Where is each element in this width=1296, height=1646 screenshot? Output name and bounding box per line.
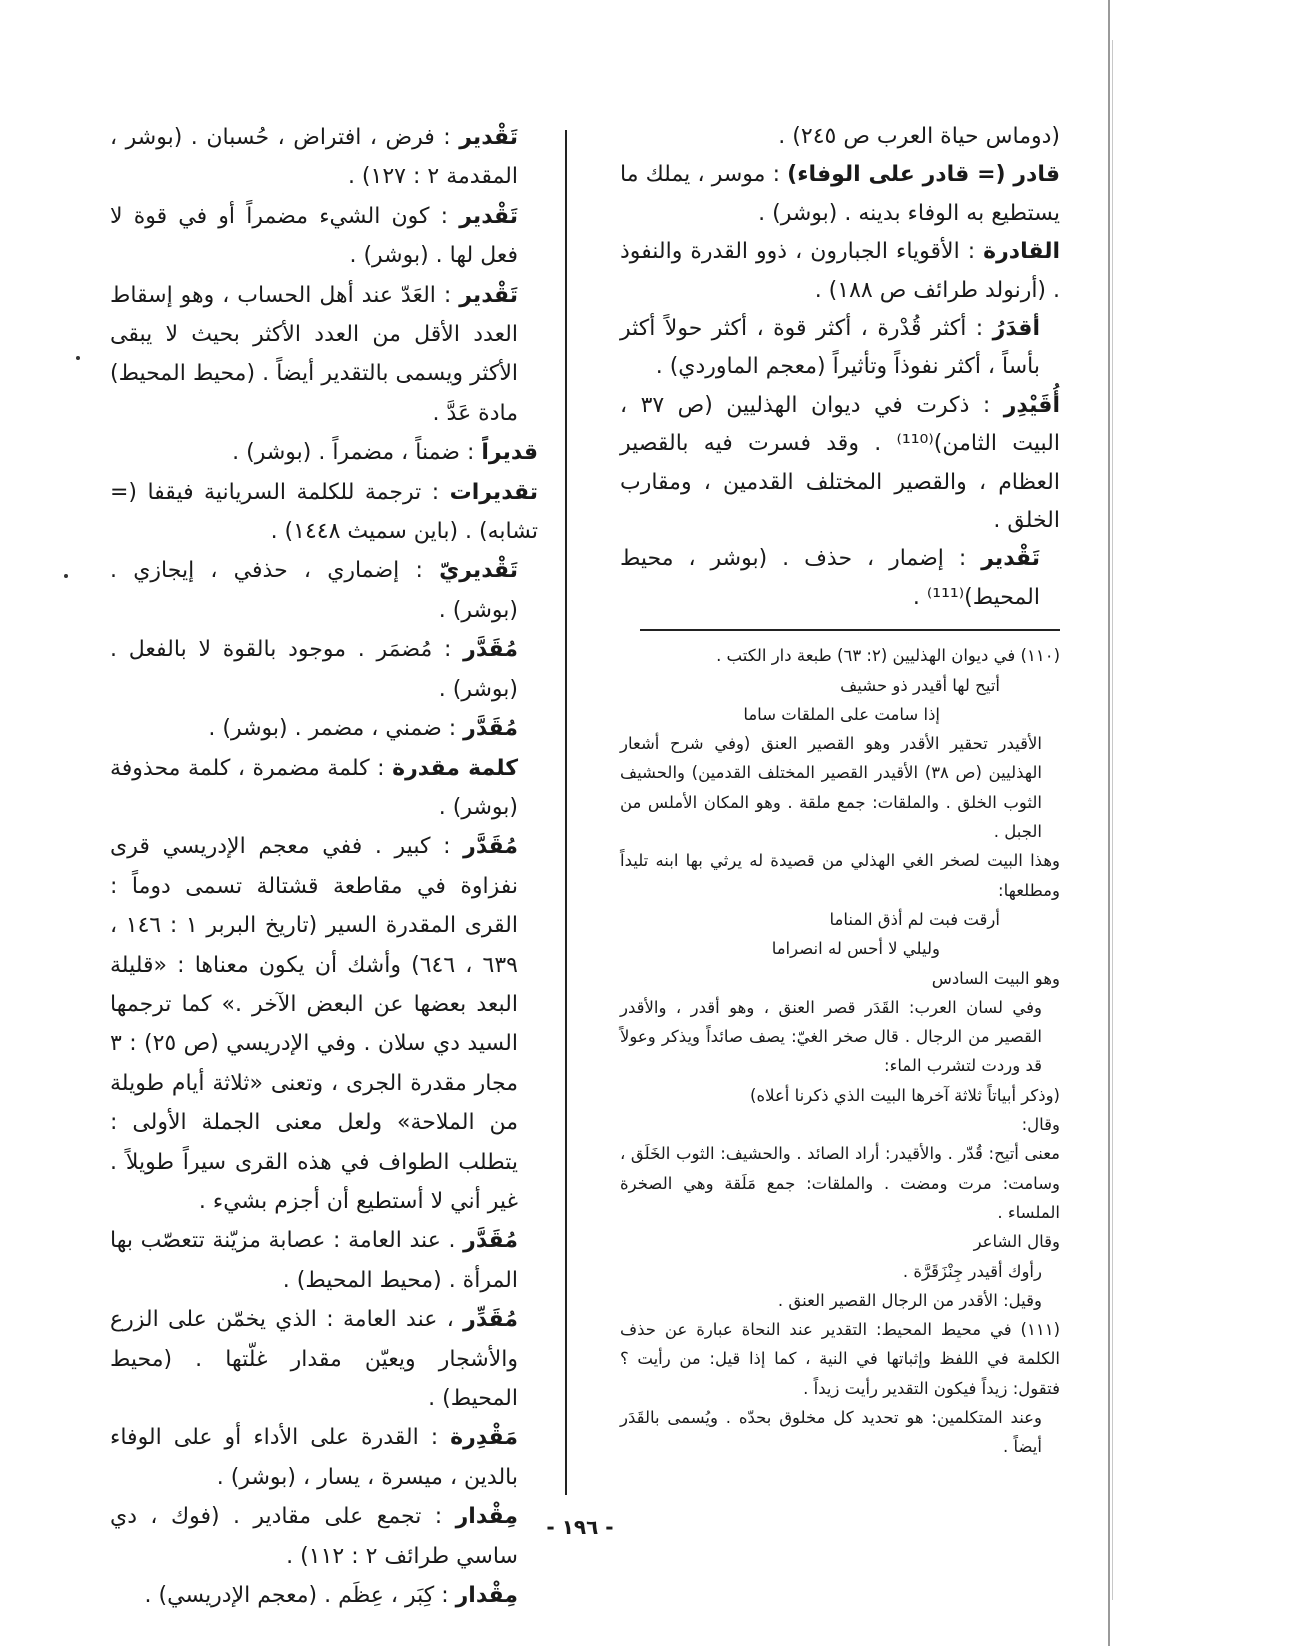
footnote-line: وهو البيت السادس (931, 968, 1060, 988)
dictionary-entry (110, 276, 538, 434)
dictionary-entry (110, 433, 538, 472)
entry-headword: مِقْدار (455, 1504, 518, 1530)
entry-headword: تَقْدير (459, 282, 518, 308)
dictionary-entry (620, 118, 1060, 156)
footnote-line: وعند المتكلمين: هو تحديد كل مخلوق بحدّه . ويُسمى بالقَدَر أيضاً . (620, 1408, 1042, 1457)
footnote-line: (وذكر أبياتاً ثلاثة آخرها البيت الذي ذكرنا أعلاه) (750, 1085, 1060, 1105)
scan-speck (76, 356, 80, 360)
dictionary-entry (110, 827, 538, 1221)
entry-text: : ترجمة للكلمة السريانية فيقفا (= تشابه) . (باين سميث ١٤٤٨) . (110, 479, 538, 545)
entry-text: : موسر ، يملك ما يستطيع به الوفاء بدينه . (بوشر) . (620, 162, 1060, 226)
entry-text: . عند العامة : عصابة مزيّنة تتعصّب بها المرأة . (محيط المحيط) . (110, 1228, 518, 1293)
footnote-line: رأوك أقيدر جِنْزَقَرَّة . (902, 1261, 1042, 1281)
dictionary-entry (110, 630, 538, 709)
scan-speck (64, 574, 68, 578)
dictionary-entry (110, 749, 538, 828)
entry-text: : تجمع على مقادير . (فوك ، دي ساسي طرائف ٢ : ١١٢) . (110, 1504, 518, 1569)
dictionary-entry (110, 1300, 538, 1418)
footnote-verse: أتيح لها أقيدر ذو حشيف (840, 675, 1000, 695)
dictionary-entry (620, 310, 1060, 387)
dictionary-entry (110, 1497, 538, 1576)
entry-headword: مُقَدَّر (463, 637, 518, 663)
dictionary-entry (620, 233, 1060, 310)
entry-text: : كلمة مضمرة ، كلمة محذوفة (بوشر) . (110, 755, 518, 820)
column-divider (565, 130, 567, 1495)
footnote-line: وقال الشاعر (973, 1232, 1060, 1252)
entry-headword: تقديرات (449, 479, 538, 505)
entry-text: : ضمناً ، مضمراً . (بوشر) . (232, 440, 482, 466)
entry-headword: قديراً (481, 440, 538, 466)
entry-headword: مِقْدار (455, 1583, 518, 1609)
entry-headword: مَقْدِرة (450, 1425, 518, 1451)
footnotes (620, 641, 1060, 1461)
footnote-line: معنى أتيح: قُدّر . والأقيدر: أراد الصائد . والحشيف: الثوب الخَلَق ، وسامت: مرت ومضت . والملقات: جمع مَلَقة وهي الصخرة الملساء . (620, 1144, 1060, 1222)
entry-text: : فرض ، افتراض ، حُسبان . (بوشر ، المقدمة ٢ : ١٢٧) . (110, 125, 518, 190)
dictionary-entry (110, 1418, 538, 1497)
entry-text: : كِبَر ، عِظَم . (معجم الإدريسي) . (144, 1583, 456, 1609)
dictionary-entry (110, 709, 538, 748)
entry-text: : مُضمَر . موجود بالقوة لا بالفعل . (بوشر) . (110, 637, 518, 702)
footnote-verse: أرقت فبت لم أذق المناما (829, 909, 1000, 929)
entry-text: : الأقوياء الجبارون ، ذوو القدرة والنفوذ . (أرنولد طرائف ص ١٨٨) . (620, 239, 1060, 303)
dictionary-entry (110, 118, 538, 197)
entry-headword: مُقَدَّر (463, 716, 518, 742)
entry-headword: قادر (= قادر على الوفاء) (787, 162, 1060, 188)
entry-text: : كبير . ففي معجم الإدريسي قرى نفزاوة في مقاطعة قشتالة تسمى دوماً : القرى المقدرة السير (تاريخ البربر ١ : ١٤٦ ، ٦٣٩ ، ٦٤٦) وأشك أن يكون معناها : «قليلة البعد بعضها عن البعض الآخر .» كما ترجمها السيد دي سلان . وفي الإدريسي (ص ٢٥) : ٣ مجار مقدرة الجرى ، وتعنى «ثلاثة أيام طويلة من الملاحة» ولعل معنى الجملة الأولى : يتطلب الطواف في هذه القرى سيراً طويلاً . غير أني لا أستطيع أن أجزم بشيء . (110, 834, 519, 1214)
entry-text: : ذكرت في ديوان الهذليين (ص ٣٧ ، البيت الثامن)⁽¹¹⁰⁾ . وقد فسرت فيه بالقصير العظام ، والقصير المختلف القدمين ، ومقارب الخلق . (620, 392, 1060, 534)
dictionary-entry (620, 156, 1060, 233)
entry-headword: كلمة مقدرة (392, 755, 518, 781)
left-column (110, 118, 538, 1615)
entry-headword: مُقَدَّر (463, 1228, 518, 1254)
scan-edge-line-secondary (1112, 40, 1113, 1600)
entry-text: : ضمني ، مضمر . (بوشر) . (208, 716, 464, 742)
entry-text: : إضماري ، حذفي ، إيجازي . (بوشر) . (110, 558, 518, 623)
footnote-verse: وليلي لا أحس له انصراما (771, 939, 940, 959)
footnote-line: وهذا البيت لصخر الغي الهذلي من قصيدة له يرثي بها ابنه تليداً ومطلعها: (620, 851, 1060, 900)
dictionary-entry (110, 197, 538, 276)
entry-headword: أُقَيْدِر (1003, 392, 1061, 418)
footnote-verse: إذا سامت على الملقات ساما (743, 704, 940, 724)
entry-text: : كون الشيء مضمراً أو في قوة لا فعل لها . (بوشر) . (110, 203, 518, 269)
entry-headword: مُقَدِّر (463, 1307, 518, 1333)
page-number: - ١٩٦ - (546, 1515, 614, 1539)
dictionary-entry (110, 1221, 538, 1300)
entry-text: : العَدّ عند أهل الحساب ، وهو إسقاط العدد الأقل من العدد الأكثر بحيث لا يبقى الأكثر ويسمى بالتقدير أيضاً . (محيط المحيط) مادة عَدَّ . (110, 282, 518, 426)
footnote-line: وفي لسان العرب: القَدَر قصر العنق ، وهو أقدر ، والأقدر القصير من الرجال . قال صخر الغيّ: يصف صائداً ويذكر وعولاً قد وردت لتشرب الماء: (620, 997, 1042, 1076)
dictionary-entry (620, 540, 1060, 617)
dictionary-entry (620, 387, 1060, 541)
entry-text: : القدرة على الأداء أو على الوفاء بالدين ، ميسرة ، يسار ، (بوشر) . (110, 1425, 518, 1490)
dictionary-entry (110, 473, 538, 552)
entry-headword: تَقْديريّ (439, 558, 518, 584)
entry-headword: مُقَدَّر (463, 834, 518, 860)
entry-headword: أقدَرُ (992, 316, 1040, 342)
entry-headword: تَقْدير (981, 546, 1040, 572)
footnote-line: وقيل: الأقدر من الرجال القصير العنق . (777, 1290, 1042, 1310)
right-column (620, 118, 1060, 1462)
footnote-line: وقال: (1021, 1115, 1060, 1135)
entry-headword: تَقْدير (459, 125, 518, 150)
footnote-line: (١١٠) في ديوان الهذليين (٢: ٦٣) طبعة دار الكتب . (716, 646, 1060, 666)
entry-text: (دوماس حياة العرب ص ٢٤٥) . (778, 124, 1060, 149)
scan-edge-line (1108, 0, 1110, 1646)
dictionary-entry (110, 551, 538, 630)
entry-text: : إضمار ، حذف . (بوشر ، محيط المحيط)⁽¹¹¹⁾ . (620, 546, 1040, 610)
entry-text: ، عند العامة : الذي يخمّن على الزرع والأشجار ويعيّن مقدار غلّتها . (محيط المحيط) . (110, 1307, 518, 1411)
footnote-separator (640, 629, 1060, 631)
footnote-line: (١١١) في محيط المحيط: التقدير عند النحاة عبارة عن حذف الكلمة في اللفظ وإثباتها في النية ، كما إذا قيل: من رأيت ؟ فتقول: زيداً فيكون التقدير رأيت زيداً . (620, 1320, 1060, 1398)
entry-text: : أكثر قُدْرة ، أكثر قوة ، أكثر حولاً أكثر بأساً ، أكثر نفوذاً وتأثيراً (معجم الماوردي) . (620, 316, 1040, 380)
entry-headword: تَقْدير (459, 203, 518, 229)
footnote-line: الأقيدر تحقير الأقدر وهو القصير العنق (وفي شرح أشعار الهذليين (ص ٣٨) الأقيدر القصير المختلف القدمين) والحشيف الثوب الخلق . والملقات: جمع ملقة . وهو المكان الأملس من الجبل . (620, 734, 1042, 842)
entry-headword: القادرة (983, 239, 1060, 265)
dictionary-entry (110, 1576, 538, 1615)
